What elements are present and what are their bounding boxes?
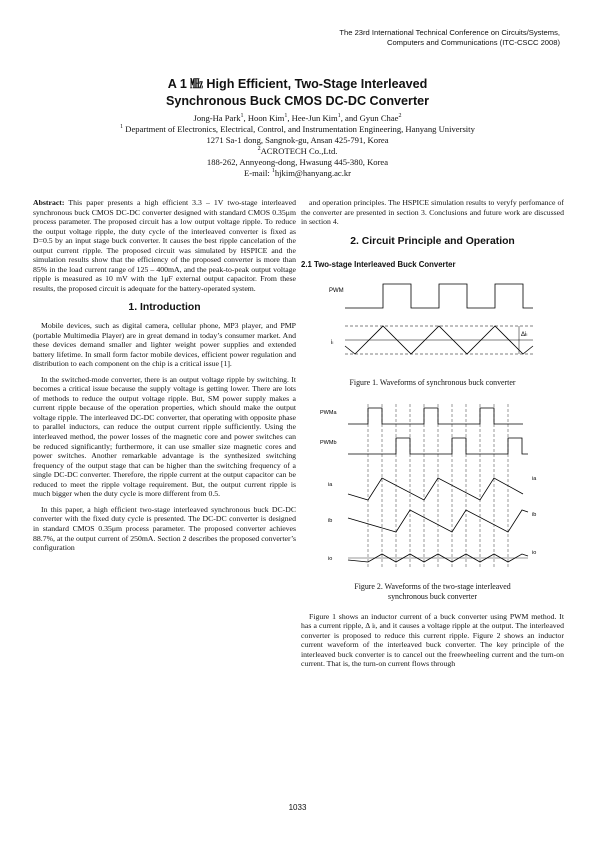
right-column bbox=[301, 198, 564, 675]
affil-sup-1: 1 bbox=[120, 124, 124, 131]
title-line-2: Synchronous Buck CMOS DC-DC Converter bbox=[165, 94, 430, 108]
figure-1 bbox=[323, 276, 543, 374]
sup-1b: 1 bbox=[284, 113, 288, 120]
figure-2-caption-line-2: synchronous buck converter bbox=[388, 591, 477, 601]
section-2-heading: 2. Circuit Principle and Operation bbox=[350, 235, 515, 247]
email-sup: 1 bbox=[271, 168, 275, 175]
fig2-ia-wave bbox=[348, 478, 523, 500]
abstract-label: Abstract: bbox=[33, 198, 65, 207]
fig2-label-ia-right: ia bbox=[531, 475, 536, 482]
left-column bbox=[33, 198, 296, 559]
paper-title bbox=[0, 76, 595, 110]
fig2-label-ib-right: ib bbox=[531, 511, 536, 518]
fig2-label-pwma: PWMa bbox=[319, 409, 336, 416]
figure-2-caption-line-1: Figure 2. Waveforms of the two-stage interleaved bbox=[354, 581, 511, 591]
page-number: 1033 bbox=[288, 803, 307, 812]
conference-header bbox=[260, 28, 560, 47]
fig1-label-pwm: PWM bbox=[328, 287, 344, 294]
affiliation-1-address: 1271 Sa-1 dong, Sangnok-gu, Ansan 425-791, Korea bbox=[206, 135, 389, 145]
fig2-dashed-guides bbox=[368, 404, 508, 568]
fig1-label-delta: Δiₗ bbox=[520, 331, 527, 338]
affil-sup-2: 2 bbox=[257, 146, 261, 153]
right-intro-paragraph: and operation principles. The HSPICE simulation results to veryfy perfomance of the converter are presented in section 3. Conclusions and future work are discussed in section 4. bbox=[301, 198, 564, 227]
fig2-label-pwmb: PWMb bbox=[319, 439, 336, 446]
section-2-paragraph-1: Figure 1 shows an inductor current of a buck converter using PWM method. It has a current ripple, Δ iₗ, and it causes a voltage ripple at the output. The interleaved converter is proposed to reduce this current ripple. Figure 2 shows an inductor current waveform of the interleaved buck converter. The key principle of the interleaved buck converter is to cancel out the freewheeling current and the turn-on current. That is, the turn-on current flows through bbox=[301, 611, 564, 669]
affiliation-2-address: 188-262, Annyeong-dong, Hwasung 445-380, Korea bbox=[206, 157, 389, 167]
fig2-label-ib: ib bbox=[327, 517, 332, 524]
conference-line-2: Computers and Communications (ITC-CSCC 2008) bbox=[386, 37, 560, 47]
figure-1-caption: Figure 1. Waveforms of synchronous buck converter bbox=[349, 377, 516, 387]
fig2-label-io: io bbox=[327, 555, 332, 562]
section-1-heading: 1. Introduction bbox=[128, 302, 201, 314]
author-names: Jong-Ha Park$^1$, Hoon Kim$^1$, Hee-Jun Kim$^1$, and Gyun Chae$^2$ bbox=[193, 113, 402, 123]
sup-1c: 1 bbox=[337, 113, 341, 120]
abstract-text: This paper presents a high efficient 3.3 – 1V two-stage interleaved synchronous buck CMOS DC-DC converter designed with standard CMOS 0.35μm process parameter. The proposed circuit has a low output voltage ripple. To reduce the output voltage ripple, the duty cycle of the interleaved converter is fixed as D=0.5 by an input stage buck converter. It causes the best ripple cancelation of the output current ripple. The proposed circuit was simulated by HSPICE and the simulation results show that the efficiency of the proposed converter is more than 85% in the load current range of 125 – 400mA, and the peak-to-peak output voltage ripple is measured as 10 mV with the 1μF external output capacitor. From these results, the proposed circuit is adequate for the battery-operated system. bbox=[33, 198, 296, 293]
abstract bbox=[33, 198, 296, 293]
intro-paragraph-2: In the switched-mode converter, there is an output voltage ripple by switching. It becomes a critical issue because the supply voltage is getting lower. There are lots of methods to reduce the output voltage ripple. But, SM power supply makes a current ripple because of the operation properties, which should make the output voltage ripple. The interleaved DC-DC converter, that operating with opposite phase to parallel inductors, can reduce the output current ripple sufficiently. Using the interleaved method, the power losses of the magnetic core and power switches can be reduced significantly; furthermore, it can use smaller size magnetic cores and power switches. Another remarkable advantage is the synthesized switching frequency of the output stage that can be higher than the switching frequency of a single DC-DC converter. Therefore, the ripple current at the output capacitor can be reduced to meet the ripple voltage requirement. But, the output current ripple is much bigger when the duty cycle is more different from 0.5. bbox=[33, 374, 296, 499]
email-line: E-mail: $^1$hjkim@hanyang.ac.kr bbox=[243, 168, 352, 178]
fig2-pwma-wave bbox=[348, 408, 523, 424]
title-line-1: A 1 ㎒ High Efficient, Two-Stage Interleaved bbox=[167, 77, 428, 91]
subsection-2-1-heading: 2.1 Two-stage Interleaved Buck Converter bbox=[301, 260, 456, 270]
affiliation-1: $^1$ Department of Electronics, Electrical, Control, and Instrumentation Engineering, Hanyang University bbox=[120, 124, 475, 134]
fig1-pwm-wave bbox=[345, 284, 533, 308]
fig1-label-il: iₗ bbox=[330, 339, 333, 346]
figure-2 bbox=[318, 398, 548, 578]
affiliation-2: $^2$ACROTECH Co.,Ltd. bbox=[257, 146, 338, 156]
fig2-label-ia: ia bbox=[327, 481, 332, 488]
figure-2-caption bbox=[301, 582, 564, 602]
intro-paragraph-1: Mobile devices, such as digital camera, cellular phone, MP3 player, and PMP (portable Multimedia Player) are in great demand in today’s consumer market. And these devices demand smaller and lighter weight power supplies and extended battery lifetime. In small form factor mobile devices, efficient power regulation and distribution to each component on the chip is a critical issue [1]. bbox=[33, 321, 296, 369]
conference-line-1: The 23rd International Technical Conference on Circuits/Systems, bbox=[339, 28, 560, 37]
intro-paragraph-3: In this paper, a high efficient two-stage interleaved synchronous buck DC-DC converter with the fixed duty cycle is presented. The DC-DC converter is designed in standard CMOS 0.35μm process parameter. The proposed converter achieves 88.7%, at the output current of 250mA. Section 2 describes the proposed converter’s configuration bbox=[33, 504, 296, 553]
fig2-label-io-right: io bbox=[531, 549, 536, 556]
author-block bbox=[0, 113, 595, 179]
email-link[interactable]: hjkim@hanyang.ac.kr bbox=[274, 168, 352, 178]
